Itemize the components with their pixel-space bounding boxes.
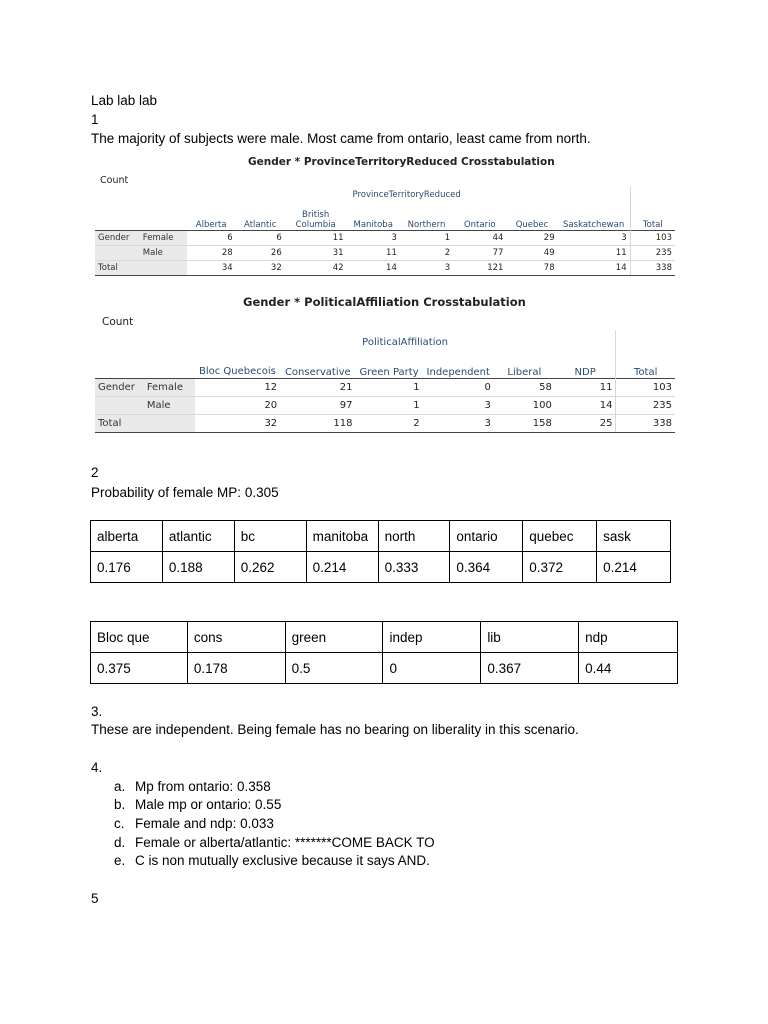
header-cell: north: [378, 521, 450, 552]
cell: 2: [400, 245, 453, 260]
cell: 11: [285, 230, 347, 245]
cell: 121: [453, 260, 506, 275]
cell: 26: [236, 245, 285, 260]
question-3-text: These are independent. Being female has no bearing on liberality in this scenario.: [91, 722, 579, 737]
table-row: [91, 552, 671, 583]
cell: 14: [555, 396, 616, 414]
cell: 3: [400, 260, 453, 275]
cell: 6: [236, 230, 285, 245]
cell: 338: [630, 260, 675, 275]
crosstab-political-table: [95, 330, 675, 433]
table-row: [95, 230, 675, 245]
list-marker: a.: [114, 779, 126, 794]
col-header: Northern: [407, 219, 446, 230]
header-cell: atlantic: [162, 521, 234, 552]
cell: 0: [423, 378, 494, 396]
list-item-text: Mp from ontario: 0.358: [135, 779, 271, 794]
table-row: [95, 245, 675, 260]
table-row: [91, 622, 678, 653]
cell: 31: [285, 245, 347, 260]
cell: 78: [506, 260, 557, 275]
value-cell: 0.262: [234, 552, 306, 583]
crosstab-province-title: Gender * ProvinceTerritoryReduced Crosstabulation: [248, 156, 555, 168]
header-cell: cons: [187, 622, 285, 653]
question-5-number: 5: [91, 891, 99, 906]
value-cell: 0.214: [597, 552, 671, 583]
crosstab-province-count-label: Count: [100, 175, 129, 186]
cell: 11: [558, 245, 631, 260]
cell: 11: [347, 245, 400, 260]
cell: 3: [423, 414, 494, 432]
total-label: Total: [95, 260, 187, 275]
col-header: NDP: [574, 366, 596, 378]
question-3-number: 3.: [91, 704, 103, 719]
table-row: [95, 414, 675, 432]
cell: 20: [195, 396, 280, 414]
header-cell: quebec: [523, 521, 597, 552]
header-cell: lib: [481, 622, 579, 653]
cell: 34: [187, 260, 236, 275]
list-marker: c.: [114, 816, 125, 831]
cell: 1: [355, 378, 422, 396]
crosstab-province-table: [95, 186, 675, 276]
cell: 6: [187, 230, 236, 245]
province-probability-table: [90, 520, 671, 583]
cell: 42: [285, 260, 347, 275]
crosstab-political-title: Gender * PoliticalAffiliation Crosstabulation: [243, 295, 526, 309]
value-cell: 0.367: [481, 653, 579, 684]
crosstab-political-count-label: Count: [102, 316, 134, 328]
header-cell: ndp: [579, 622, 678, 653]
cell: 2: [355, 414, 422, 432]
cell: 29: [506, 230, 557, 245]
cell: 100: [494, 396, 555, 414]
row-label: Female: [144, 378, 195, 396]
col-header: Conservative: [284, 366, 351, 378]
value-cell: 0.188: [162, 552, 234, 583]
question-1-text: The majority of subjects were male. Most came from ontario, least came from north.: [91, 131, 591, 146]
header-cell: manitoba: [306, 521, 378, 552]
row-label: Male: [144, 396, 195, 414]
cell: 25: [555, 414, 616, 432]
col-header: Total: [616, 348, 675, 378]
list-item-text: Male mp or ontario: 0.55: [135, 797, 282, 812]
question-1-number: 1: [91, 112, 99, 127]
cell: 11: [555, 378, 616, 396]
value-cell: 0.178: [187, 653, 285, 684]
document-title: Lab lab lab: [91, 93, 158, 108]
header-cell: green: [285, 622, 383, 653]
col-header: Manitoba: [353, 219, 393, 230]
crosstab-province-group-label: ProvinceTerritoryReduced: [352, 190, 461, 200]
value-cell: 0.5: [285, 653, 383, 684]
cell: 3: [423, 396, 494, 414]
col-header: Liberal: [507, 366, 542, 378]
col-header: Atlantic: [244, 219, 277, 230]
header-cell: alberta: [91, 521, 163, 552]
cell: 44: [453, 230, 506, 245]
cell: 158: [494, 414, 555, 432]
col-header: Ontario: [463, 219, 496, 230]
value-cell: 0.375: [91, 653, 188, 684]
table-row: [95, 396, 675, 414]
question-4-number: 4.: [91, 760, 103, 775]
party-probability-table: [90, 621, 678, 684]
row-var-label: Gender: [95, 378, 144, 396]
table-row: [91, 521, 671, 552]
row-var-label: Gender: [95, 230, 140, 245]
col-header: Quebec: [515, 219, 549, 230]
cell: 49: [506, 245, 557, 260]
list-marker: e.: [114, 853, 126, 868]
col-header: British Columbia: [295, 209, 336, 230]
table-row: [95, 378, 675, 396]
cell: 21: [280, 378, 355, 396]
value-cell: 0.214: [306, 552, 378, 583]
cell: 32: [195, 414, 280, 432]
value-cell: 0.372: [523, 552, 597, 583]
table-row: [95, 260, 675, 275]
col-header: Independent: [426, 366, 490, 378]
cell: 12: [195, 378, 280, 396]
row-label: Male: [140, 245, 187, 260]
cell: 103: [630, 230, 675, 245]
cell: 77: [453, 245, 506, 260]
cell: 235: [630, 245, 675, 260]
question-2-text: Probability of female MP: 0.305: [91, 485, 279, 500]
header-cell: Bloc que: [91, 622, 188, 653]
total-label: Total: [95, 414, 195, 432]
value-cell: 0: [383, 653, 481, 684]
question-2-number: 2: [91, 465, 99, 480]
cell: 58: [494, 378, 555, 396]
header-cell: sask: [597, 521, 671, 552]
list-marker: d.: [114, 835, 126, 850]
cell: 3: [558, 230, 631, 245]
header-cell: bc: [234, 521, 306, 552]
list-item-text: C is non mutually exclusive because it says AND.: [135, 853, 430, 868]
table-row: [91, 653, 678, 684]
cell: 3: [347, 230, 400, 245]
list-item-text: Female and ndp: 0.033: [135, 816, 274, 831]
cell: 1: [400, 230, 453, 245]
cell: 28: [187, 245, 236, 260]
cell: 97: [280, 396, 355, 414]
col-header: Saskatchewan: [563, 219, 625, 230]
col-header: Bloc Quebecois: [198, 365, 276, 377]
cell: 1: [355, 396, 422, 414]
value-cell: 0.333: [378, 552, 450, 583]
list-marker: b.: [114, 797, 126, 812]
header-cell: ontario: [450, 521, 523, 552]
col-header: Total: [630, 200, 675, 230]
cell: 14: [558, 260, 631, 275]
value-cell: 0.44: [579, 653, 678, 684]
col-header: Green Party: [359, 366, 419, 378]
cell: 118: [280, 414, 355, 432]
cell: 14: [347, 260, 400, 275]
cell: 235: [616, 396, 675, 414]
value-cell: 0.364: [450, 552, 523, 583]
crosstab-political-group-label: PoliticalAffiliation: [362, 337, 448, 348]
value-cell: 0.176: [91, 552, 163, 583]
cell: 338: [616, 414, 675, 432]
cell: 32: [236, 260, 285, 275]
col-header: Alberta: [195, 219, 227, 230]
row-label: Female: [140, 230, 187, 245]
list-item-text: Female or alberta/atlantic: *******COME BACK TO: [135, 835, 435, 850]
cell: 103: [616, 378, 675, 396]
header-cell: indep: [383, 622, 481, 653]
